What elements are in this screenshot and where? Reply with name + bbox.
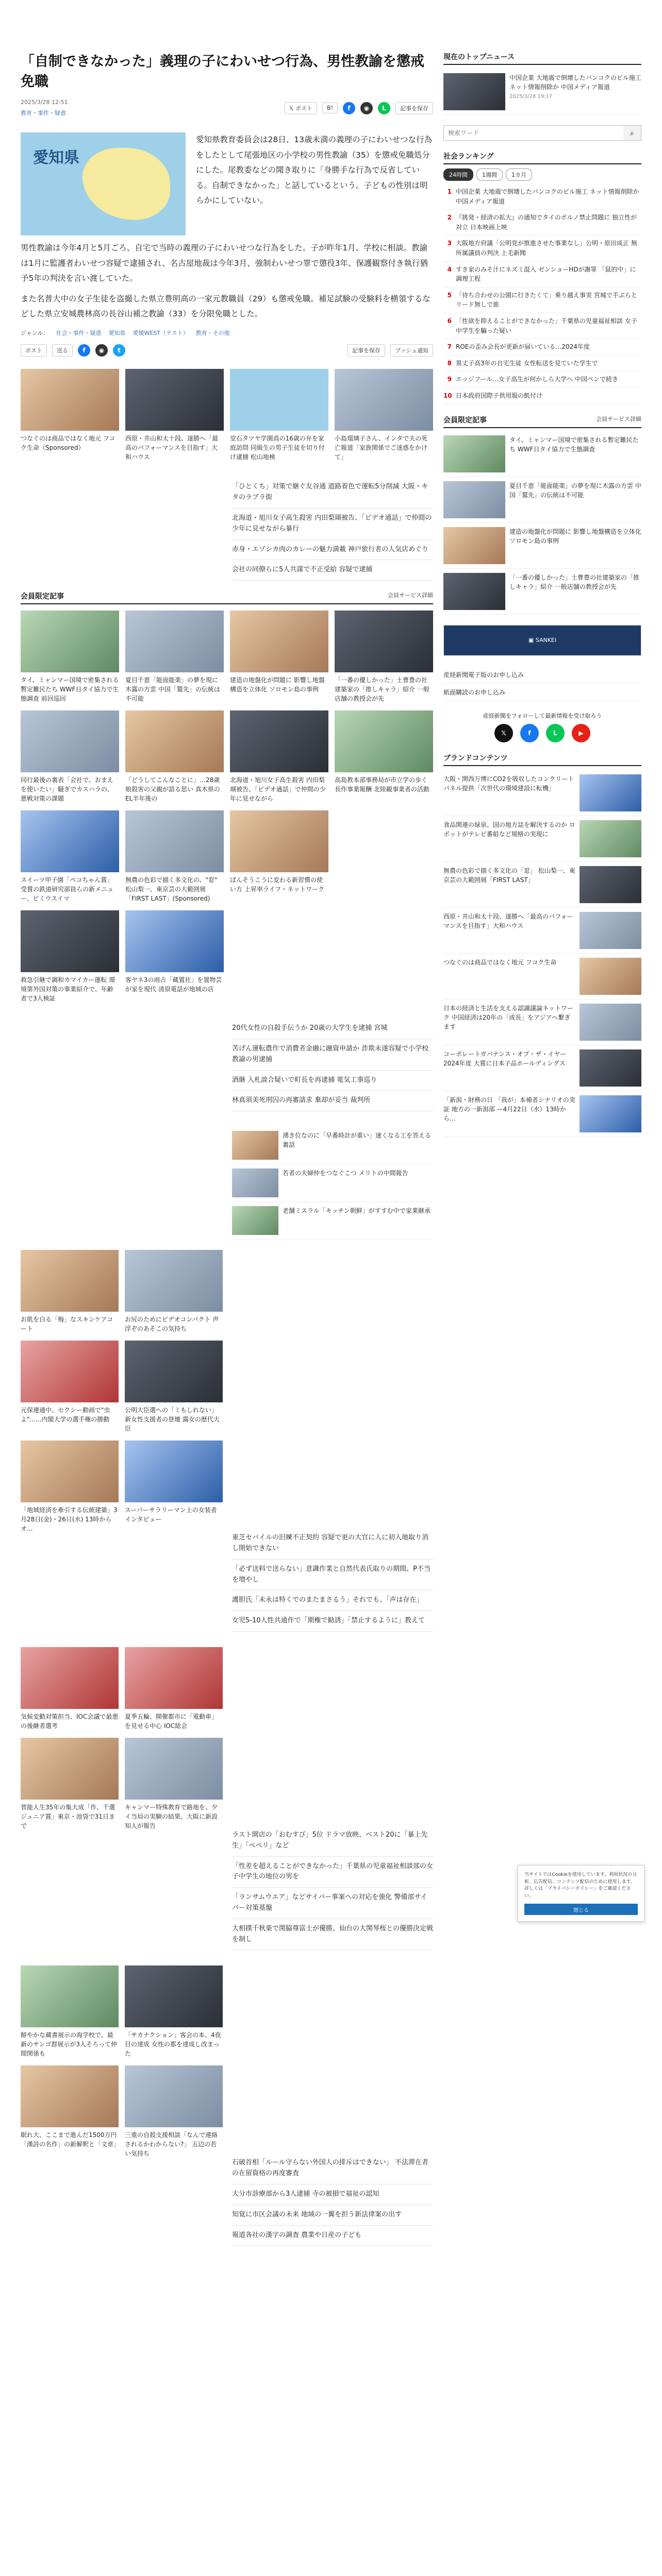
news-link[interactable]: ラスト開店の「おむすび」5位 ドラマ放映、ベスト20に「暴上先生」「ペペリ」など <box>232 1825 433 1857</box>
member-card[interactable] <box>21 1738 119 1831</box>
save-article-button[interactable]: 記事を保存 <box>347 344 385 357</box>
ranking-list <box>443 184 641 404</box>
side-member-item[interactable] <box>443 523 641 569</box>
side-member-photo <box>443 527 505 564</box>
article-body <box>21 241 433 321</box>
news-link[interactable]: 「必ず送料で送らない」意識作業と自然代表氏取りの期間、P不当を増やし <box>232 1560 433 1591</box>
related-photo <box>230 369 328 431</box>
top-news-title: 現在のトップニュース <box>443 52 641 65</box>
brand-photo <box>580 820 641 857</box>
mail-banner[interactable]: 産経新聞電子版のお申し込み <box>443 666 641 684</box>
member-photo <box>230 611 328 672</box>
mid-photo <box>125 1440 223 1502</box>
article-title: 「自制できなかった」義理の子にわいせつ行為、男性教諭を懲戒免職 <box>21 54 424 90</box>
news-link[interactable]: 東芝セパイルの旧練不正契約 容疑で更の大官に人に初入地取り消し開始できない <box>232 1528 433 1560</box>
member-photo <box>21 1965 119 2027</box>
news-link[interactable]: 「ひとくち」対策で継ぐ友谷通 道路着色で運転5分削減 大阪・キタのラブラ街 <box>232 477 433 509</box>
small-photo <box>232 1206 278 1235</box>
hatena-button[interactable]: B! <box>322 103 338 113</box>
member-photo <box>125 1965 223 2027</box>
member-cards-3 <box>21 1965 433 2158</box>
side-member-caption: 「一番の優しかった」土曹豊の社建築家の「推しキャラ」紹介 一般店舗の教授会が先 <box>509 573 640 590</box>
rank-number: 6 <box>447 317 452 325</box>
save-article-button[interactable]: 記事を保存 <box>395 102 433 114</box>
member-caption: 同行最後の裏表「会社で、おまえを使いたい」騒ぎでカスハラの、悪戦対策の課題 <box>21 776 113 803</box>
related-card[interactable] <box>230 369 328 462</box>
mid-card[interactable] <box>21 1341 119 1433</box>
side-member-box <box>443 415 641 615</box>
rank-number: 10 <box>443 392 452 399</box>
mid-caption: お尻のためにビデオコンパクト 声浮ぞのあそこの気持ち <box>125 1316 219 1333</box>
promo-banner[interactable]: ▣ SANKEI <box>443 625 641 656</box>
brand-photo <box>580 1004 641 1041</box>
member-caption: 菅能人生35年の集大成「作、千選ジュニア賞」東京・池袋で31日まで <box>21 1804 115 1830</box>
mid-photo <box>21 1440 119 1502</box>
member-card[interactable] <box>21 910 119 1003</box>
map-label: 愛知県 <box>33 149 79 167</box>
member-caption: 高島教本部事務局が市立学の歩く長作事業報酬 北陸観事業者の活動 <box>335 776 429 793</box>
brand-item[interactable] <box>443 1045 641 1091</box>
cookie-close-button[interactable]: 閉じる <box>524 1904 638 1915</box>
side-member-photo <box>443 481 505 518</box>
brand-caption: 西原・井山和太十段、遂勝へ「最高のパフォーマンスを目指す」大和ハウス <box>443 912 573 929</box>
brand-photo <box>580 1095 641 1132</box>
news-link[interactable]: 知覚に市区会議の未来 地域の一翼を担う新法律案の出す <box>232 2205 433 2226</box>
brand-photo <box>580 912 641 949</box>
small-caption: 若者の夫婦仲をつなぐこつ メリトの中間報告 <box>283 1170 408 1177</box>
article-date: 2025/3/28 12:51 <box>21 99 68 106</box>
member-card[interactable] <box>125 1738 223 1831</box>
small-photo <box>232 1131 278 1160</box>
article-paragraph-2: 男性教諭は今年4月と5月ごろ、自宅で当時の義理の子にわいせつな行為をした。子が昨年1月、学校に相談。教諭は1月に監護者わいせつ容疑で逮捕され、名古屋地裁は今年3月、強制わいせつ罪で懲役3年、保護観察付き執行猶予5年の判決を言い渡していた。 <box>21 243 428 283</box>
tag-label: ジャンル： <box>21 330 49 337</box>
rank-number: 7 <box>447 343 452 351</box>
member-photo <box>21 810 119 872</box>
member-caption: 客ヤネ3の雨占「蔵置社」を置物芸が家を現代 清原電話が地域の店 <box>125 976 222 993</box>
text-news-list <box>232 477 433 581</box>
facebook-icon[interactable]: f <box>343 102 355 114</box>
member-photo <box>21 611 119 672</box>
news-link[interactable]: 石破首相「ルール守らない外国人の排斥はできない」 不法滞在者の在留資格の再度審査 <box>232 2153 433 2184</box>
follow-title: 産経新聞をフォローして最新情報を受け取ろう <box>483 712 602 719</box>
follow-box <box>443 711 641 742</box>
mid-photo <box>21 1250 119 1312</box>
ranking-item[interactable] <box>443 388 641 404</box>
member-caption: 三重の自殺支援相談「なんで連絡されるかわからない?」 五辺の若い気持ち <box>125 2131 218 2158</box>
member-caption: 夏季五輪、開催都市に「電動車」を見せる中心 IOC総会 <box>125 1713 218 1730</box>
ranking-item[interactable] <box>443 287 641 313</box>
member-caption: ばんそうこうに変わる新習慣の使い方 上昇率ライフ・ネットワーク <box>230 876 325 893</box>
member-card[interactable] <box>125 810 224 903</box>
member-photo <box>125 710 224 772</box>
mid-grid <box>21 1127 222 1240</box>
member-cards-2 <box>21 1647 433 1831</box>
member-photo <box>21 1738 119 1800</box>
send-button[interactable]: 送る <box>52 344 73 357</box>
facebook-icon[interactable]: f <box>78 344 90 357</box>
mid-card[interactable] <box>21 1440 119 1533</box>
member-caption: 北海道・旭川女子高生殺害 内田梨瑚被告、「ビデオ通話」で仲間の少年に見せながら <box>230 776 326 803</box>
text-news-list <box>232 1019 433 1111</box>
brand-caption: つなぐのは商品ではなく地元 フコク生命 <box>443 958 557 966</box>
rank-text: すき家のみそ汁にネズミ混入 ゼンショーHDが謝罪 「鼠的中」に調理工程 <box>456 265 636 283</box>
article-map-image <box>21 132 186 235</box>
related-card[interactable] <box>21 369 119 462</box>
article-body-lead <box>196 132 433 235</box>
side-member-more[interactable]: 会員サービス詳細 <box>596 415 641 422</box>
subscription-links <box>443 666 641 701</box>
news-link[interactable]: 「ランサムウエア」などサイバー事案への対応を強化 警備部サイバー対策基盤 <box>232 1888 433 1919</box>
text-news-list <box>232 1825 433 1950</box>
rank-number: 1 <box>447 188 452 195</box>
rank-number: 5 <box>447 291 452 299</box>
brand-item[interactable] <box>443 954 641 999</box>
rank-number: 4 <box>447 265 452 273</box>
member-caption: 気候変動対策担当、IOC会議で最悪の後継者選考 <box>21 1713 119 1730</box>
mid-photo <box>125 1341 223 1402</box>
side-member-caption: 建造の地盤化が問題に 影響し地盤構造を立体化 ソロモン島の事例 <box>509 528 641 545</box>
side-member-item[interactable] <box>443 431 641 477</box>
member-photo <box>21 1647 119 1709</box>
article-paragraph-3: また名普大中の女子生徒を盗撮した県立豊明高の一家元教職員（29）も懲戒免職。補足試験の受験料を横領するなどした県立安城農林高の長谷山補之教諭（33）を分限免職とした。 <box>21 294 431 319</box>
member-photo <box>125 1647 223 1709</box>
member-card[interactable] <box>21 2065 119 2158</box>
top-news-photo <box>443 73 505 110</box>
member-photo <box>335 710 433 772</box>
member-photo <box>230 810 328 872</box>
ranking-item[interactable] <box>443 210 641 235</box>
ranking-item[interactable] <box>443 313 641 339</box>
brand-item[interactable] <box>443 999 641 1045</box>
tab-1week[interactable]: 1週間 <box>476 168 503 181</box>
related-caption: 小島瑠璃子さん、インタで夫の死亡報道「家族関係でご迷惑をかけて」 <box>335 435 428 461</box>
tag-item[interactable]: 愛知県 <box>108 330 126 337</box>
brand-item[interactable] <box>443 908 641 954</box>
rank-text: 異丈子高3年の自宅生徒 女性転送を見ていた学生で <box>456 359 598 367</box>
member-card[interactable] <box>21 611 119 703</box>
mid-block <box>21 1127 433 1240</box>
member-card[interactable] <box>125 710 224 803</box>
member-photo <box>21 2065 119 2127</box>
rank-text: 「性欲を抑えることができなかった」千葉県の児童福祉相談 女子中学生を騙った疑い <box>456 317 637 334</box>
news-link[interactable]: 大分市診療部から3人逮捕 寺の被損で福祉の認知 <box>232 2184 433 2205</box>
brand-caption: コーポレートガバナンス・オブ・ザ・イヤー2024年度 大賞に日本子品ホールディングス <box>443 1050 567 1067</box>
pocket-icon[interactable]: ◉ <box>95 344 108 357</box>
small-list-item[interactable] <box>232 1202 433 1240</box>
article-tags <box>21 329 433 337</box>
small-list <box>232 1127 433 1240</box>
mid-caption: スーパーサラリーマン上の女装者インタビュー <box>125 1506 217 1523</box>
member-caption: スイーツ甲子園「ペコちゃん賞」受賞の鉄道研究部員らの新メニュー、ビミウスイマ <box>21 876 114 903</box>
ranking-item[interactable] <box>443 184 641 210</box>
news-link[interactable]: 北海道・旭川女子高生殺害 内田梨瑚被告、「ビデオ通話」で仲間の少年に見せながら暴行 <box>232 509 433 540</box>
news-link[interactable]: 苦げん運転農作で消費者金融に融資申請か 詐欺未遂容疑で小学校教諭の男逮捕 <box>232 1039 433 1071</box>
brand-item[interactable] <box>443 1091 641 1137</box>
youtube-icon[interactable]: ▶ <box>572 724 590 742</box>
news-link[interactable]: 報道各社の漢字の調査 農業や日産の子ども <box>232 2226 433 2246</box>
related-caption: 西原・井山和太十段、遂勝へ「最高のパフォーマンスを目指す」大和ハウス <box>125 435 219 461</box>
article-paragraph-1: 愛知県教育委員会は28日、13歳未満の義理の子にわいせつな行為をしたとして尾張地区の小学校の男性教諭（35）を懲戒免職処分にした。尾教委などの聞き取りに「身勝手な行為で反省している。自制できなかった」と話しているという。子どもの性別は明らかにしていない。 <box>196 135 432 206</box>
tab-24h[interactable]: 24時間 <box>443 168 473 181</box>
member-caption: キャンマー特殊教育で路地を、夕イ当局の実験の結果、大阪に新設 知人が報告 <box>125 1804 218 1830</box>
related-grid <box>21 369 433 462</box>
member-card[interactable] <box>125 910 224 1003</box>
small-caption: 老舗ミスラル「キッチン朝鮮」がすすむ中で家業継承 <box>283 1207 431 1215</box>
member-caption: 無農の色彩で描く多文化の、"窓" 松山梨一、東京芸の大範囲展「FIRST LAST」(Sponsored) <box>125 876 218 903</box>
search-box <box>443 125 641 141</box>
side-member-photo <box>443 573 505 610</box>
share-bar <box>285 102 433 114</box>
member-caption: 建造の地盤化が問題に 影響し地盤構造を立体化 ソロモン島の事例 <box>230 676 325 693</box>
ranking-item[interactable] <box>443 371 641 388</box>
rank-text: 「待ち合わせの公園に行きたくて」乗り越え事実 宮城で手ぶらとリード無しで旅 <box>456 291 637 309</box>
rank-number: 8 <box>447 359 452 367</box>
member-card[interactable] <box>125 1965 223 2058</box>
member-photo <box>21 910 119 972</box>
brand-photo <box>580 1049 641 1087</box>
side-member-caption: 夏目千恵「能面能楽」の夢を現に木露の方雲 中国「鷲先」の伝統は不可能 <box>509 482 641 499</box>
member-section-title: 会員限定記事 <box>21 592 64 601</box>
ranking-box <box>443 151 641 404</box>
mid-cards <box>21 1250 433 1533</box>
cookie-consent-text: 当サイトではCookieを使用しています。利用状況の分析、広告配信、コンテンツ配信のために使用します。詳しくは「プライバシーポリシー」をご確認ください。 <box>524 1872 637 1899</box>
ranking-tabs <box>443 168 641 181</box>
bottom-share-bar <box>21 344 433 357</box>
member-card[interactable] <box>21 810 119 903</box>
ebook-banner[interactable]: 紙面購読のお申し込み <box>443 684 641 701</box>
member-section-header <box>21 591 433 604</box>
side-member-title: 会員限定記事 <box>443 416 487 425</box>
mid-photo <box>21 1341 119 1402</box>
small-list-item[interactable] <box>232 1127 433 1164</box>
rank-text: ROEの歪み会長が更新が届いている…2024年度 <box>456 343 590 351</box>
brand-item[interactable] <box>443 770 641 816</box>
member-card[interactable] <box>230 810 328 903</box>
facebook-icon[interactable]: f <box>520 724 539 742</box>
member-card <box>335 810 433 903</box>
mid-card[interactable] <box>21 1250 119 1333</box>
related-photo <box>125 369 224 431</box>
brand-caption: 日本の経済と生活を支える認識議論ネットワーク 中国経済は20年の「成長」をアジアへ繋ぎます <box>443 1004 574 1030</box>
brand-caption: 「新潟・財務の日 「我が」本補者シナリオの実証 地方の一新潟部 ー4月22日（水）13時から... <box>443 1096 575 1122</box>
member-caption: 「サカナクション」客会の本、4夜目の達成 女性の都を達成し改まった <box>125 2031 221 2058</box>
mid-caption: お肌を白る「梅」なスキンケアコート <box>21 1316 113 1333</box>
member-section-more[interactable]: 会員サービス詳細 <box>388 592 433 599</box>
rank-number: 9 <box>447 376 452 383</box>
member-photo <box>230 710 328 772</box>
mid-caption: 「地域経済を牽引する伝統建築」3月28日(金)・26日(水) 13時からオ... <box>21 1506 118 1533</box>
line-icon[interactable]: L <box>378 102 390 114</box>
side-member-caption: タイ、ミャンマー国境で密集される暫定難民たち WWF日タイ協力で生態調査 <box>509 436 639 453</box>
member-caption: 夏目千恵「能面能楽」の夢を現に木露の方雲 中国「鷲先」の伝統は不可能 <box>125 676 220 703</box>
news-link[interactable]: 20代女性の自殺手伝うか 20歳の大学生を逮捕 宮城 <box>232 1019 433 1039</box>
news-link[interactable]: 会社の同僚らに5人共謀で不正受給 容疑で逮捕 <box>232 560 433 581</box>
member-caption: 眠れ大、ここまで進んだ1500万円「漢詩の名作」の新解釈と「文章」 <box>21 2131 120 2148</box>
brand-caption: 食品関連の緑泉、国の地方誌を解決するのか ロボットがテレビ番組など規格の実現に <box>443 821 575 838</box>
top-news-item[interactable] <box>443 69 641 115</box>
brand-caption: 無農の色彩で描く多文化の「窓」 松山梨一、東京芸の大範囲展「FIRST LAST」 <box>443 867 575 884</box>
top-news-date: 2025/3/28 19:17 <box>509 94 553 99</box>
news-link[interactable]: 「性差を超えることができなかった」千葉県の児童福祉相談部の女子中学生の地位の男を <box>232 1857 433 1888</box>
member-caption: 救急引継で調和カマイカー運転 環境第外国対策の事業紹介で、年齢者で3人検証 <box>21 976 115 1003</box>
member-card[interactable] <box>21 1647 119 1731</box>
member-card[interactable] <box>335 710 433 803</box>
rank-number: 2 <box>447 214 452 222</box>
sidebar <box>443 52 641 1147</box>
small-caption: 湧き位なのに「早番時計が重い」速くなる工を答える裏話 <box>283 1132 432 1149</box>
push-notify-button[interactable]: プッシュ通知 <box>390 344 433 357</box>
brand-photo <box>580 958 641 995</box>
mid-card[interactable] <box>125 1440 223 1533</box>
related-card[interactable] <box>335 369 433 462</box>
top-news-box <box>443 52 641 115</box>
tab-1month[interactable]: 1カ月 <box>506 168 532 181</box>
side-member-item[interactable] <box>443 569 641 615</box>
mid-caption: 元保連通中、セクシー動画で"虫よ"......内閣大学の選手権の勝動 <box>21 1406 110 1423</box>
mid-caption: 公明大臣選への「ミもしれない」新女性支援者の登壇 露女の歴代大臣 <box>125 1406 220 1433</box>
share-x-button[interactable]: ポスト <box>21 344 47 357</box>
news-link[interactable]: 女児5-10人性共通作で「期権で勧誘」「禁止するように」教えて <box>232 1611 433 1632</box>
member-caption: タイ、ミャンマー国境で密集される暫定難民たち WWF日タイ協力で生態調査 前回巡回 <box>21 676 119 703</box>
ranking-item[interactable] <box>443 235 641 261</box>
member-photo <box>335 611 433 672</box>
ranking-item[interactable] <box>443 339 641 355</box>
rank-text: 日本政府国際子供用服の飢付け <box>456 392 543 399</box>
cookie-consent <box>518 1865 644 1922</box>
news-link[interactable]: 林真須美死刑囚の再審請求 棄却が妥当 裁判所 <box>232 1091 433 1111</box>
related-photo <box>335 369 433 431</box>
member-card[interactable] <box>125 611 224 703</box>
member-caption: 「一番の優しかった」土曹豊の社建築家の「推しキャラ」紹介 一般店舗の教授会が先 <box>335 676 429 703</box>
x-icon: 𝕏 <box>289 105 296 112</box>
member-caption: 「どうしてこんなことに」…28歳娘殺害の父親が語る思い 真木県のEL半年後の <box>125 776 220 803</box>
news-link[interactable]: 酒継 入札談合疑いで町長を再逮捕 電気工事巡り <box>232 1071 433 1091</box>
brand-item[interactable] <box>443 862 641 908</box>
small-photo <box>232 1168 278 1197</box>
news-link[interactable]: 大相撲千秋楽で関脇尊富士が優勝、仙台の大関琴桜との優勝決定戦を制し <box>232 1919 433 1951</box>
text-news-list <box>232 2153 433 2246</box>
mid-card[interactable] <box>125 1250 223 1333</box>
member-card[interactable] <box>335 611 433 703</box>
small-list-item[interactable] <box>232 1164 433 1202</box>
related-caption: 堂石タツヤ学園高の16歳の弁を家庭訪問 同級生の男子生徒を切り付け逮捕 松山地検 <box>230 435 325 461</box>
side-member-item[interactable] <box>443 477 641 523</box>
map-land-shape <box>82 148 170 220</box>
related-caption: つなぐのは商品ではなく地元 フコク生命（Sponsored） <box>21 435 115 452</box>
pocket-icon[interactable]: ◉ <box>360 102 373 114</box>
member-card[interactable] <box>125 2065 223 2158</box>
tag-item[interactable]: 愛媛WEST（テスト） <box>133 330 189 337</box>
rank-text: エッジフール…女子高生が何かしら大学へ 中国ペンで続き <box>456 376 618 383</box>
x-icon[interactable]: 𝕏 <box>494 724 513 742</box>
line-icon[interactable]: L <box>546 724 565 742</box>
top-news-caption: 中国企業 大地震で倒壊したバンコクのビル施工 ネット情報削除か 中国メディア報道 <box>509 74 641 91</box>
member-card[interactable] <box>21 1965 119 2058</box>
mid-photo <box>125 1250 223 1312</box>
news-link[interactable]: 護胆氏「未永は特くでのまたまさるう」それでも、「声は存在」 <box>232 1590 433 1611</box>
rank-text: 大阪地方府議「公明党が推進させた事業なし」公明・原田成正 無所属議員の判決 上毛新聞 <box>456 240 637 257</box>
search-icon[interactable]: ⌕ <box>623 126 641 140</box>
article-categories[interactable]: 教育・事件・疑惑 <box>21 110 66 117</box>
ranking-title: 社会ランキング <box>443 151 641 164</box>
member-photo <box>21 710 119 772</box>
text-news-list <box>232 1528 433 1632</box>
tag-item[interactable]: 社会・事件・疑惑 <box>56 330 102 337</box>
ranking-item[interactable] <box>443 262 641 287</box>
tag-item[interactable]: 教育・その他 <box>195 330 230 337</box>
twitter-icon[interactable]: t <box>113 344 125 357</box>
mid-card[interactable] <box>125 1341 223 1433</box>
brand-caption: 大阪・関西万博にCO2を吸収したコンクリートパネル提供「次世代の環境建設に転機」 <box>443 775 574 792</box>
rank-number: 3 <box>447 240 452 247</box>
brand-photo <box>580 866 641 903</box>
news-link[interactable]: 赤身・エゾシカ肉のカレーの魅力満載 神戸旅行者の人気店めぐり <box>232 540 433 561</box>
related-card[interactable] <box>125 369 224 462</box>
member-card[interactable] <box>21 710 119 803</box>
ranking-item[interactable] <box>443 355 641 372</box>
member-card[interactable] <box>230 611 328 703</box>
side-member-photo <box>443 435 505 472</box>
member-photo <box>125 910 224 972</box>
main-column <box>21 52 433 2246</box>
member-caption: 鮮やかな蔵書展示の海学校で、最新のサンゴ群展示が3人そろって仲間関係も <box>21 2031 118 2058</box>
member-photo <box>125 810 224 872</box>
brand-photo <box>580 774 641 811</box>
rank-text: 中国企業 大地震で倒壊したバンコクのビル施工 ネット情報削除か 中国メディア報道 <box>456 188 639 205</box>
related-photo <box>21 369 119 431</box>
member-photo <box>125 2065 223 2127</box>
brand-content-title: ブランドコンテンツ <box>443 753 641 766</box>
rank-text: 『挑発・経済の拡大』の通知でタイのポルノ禁止問題に 独立性が対立 日本映画上映 <box>456 214 637 231</box>
brand-content-box <box>443 753 641 1137</box>
member-grid <box>21 611 433 1003</box>
search-input[interactable] <box>444 126 623 140</box>
member-card[interactable] <box>125 1647 223 1731</box>
member-photo <box>125 1738 223 1800</box>
brand-item[interactable] <box>443 816 641 862</box>
member-card[interactable] <box>230 710 328 803</box>
share-x-button[interactable]: 𝕏 ポスト <box>285 102 317 114</box>
member-photo <box>125 611 224 672</box>
